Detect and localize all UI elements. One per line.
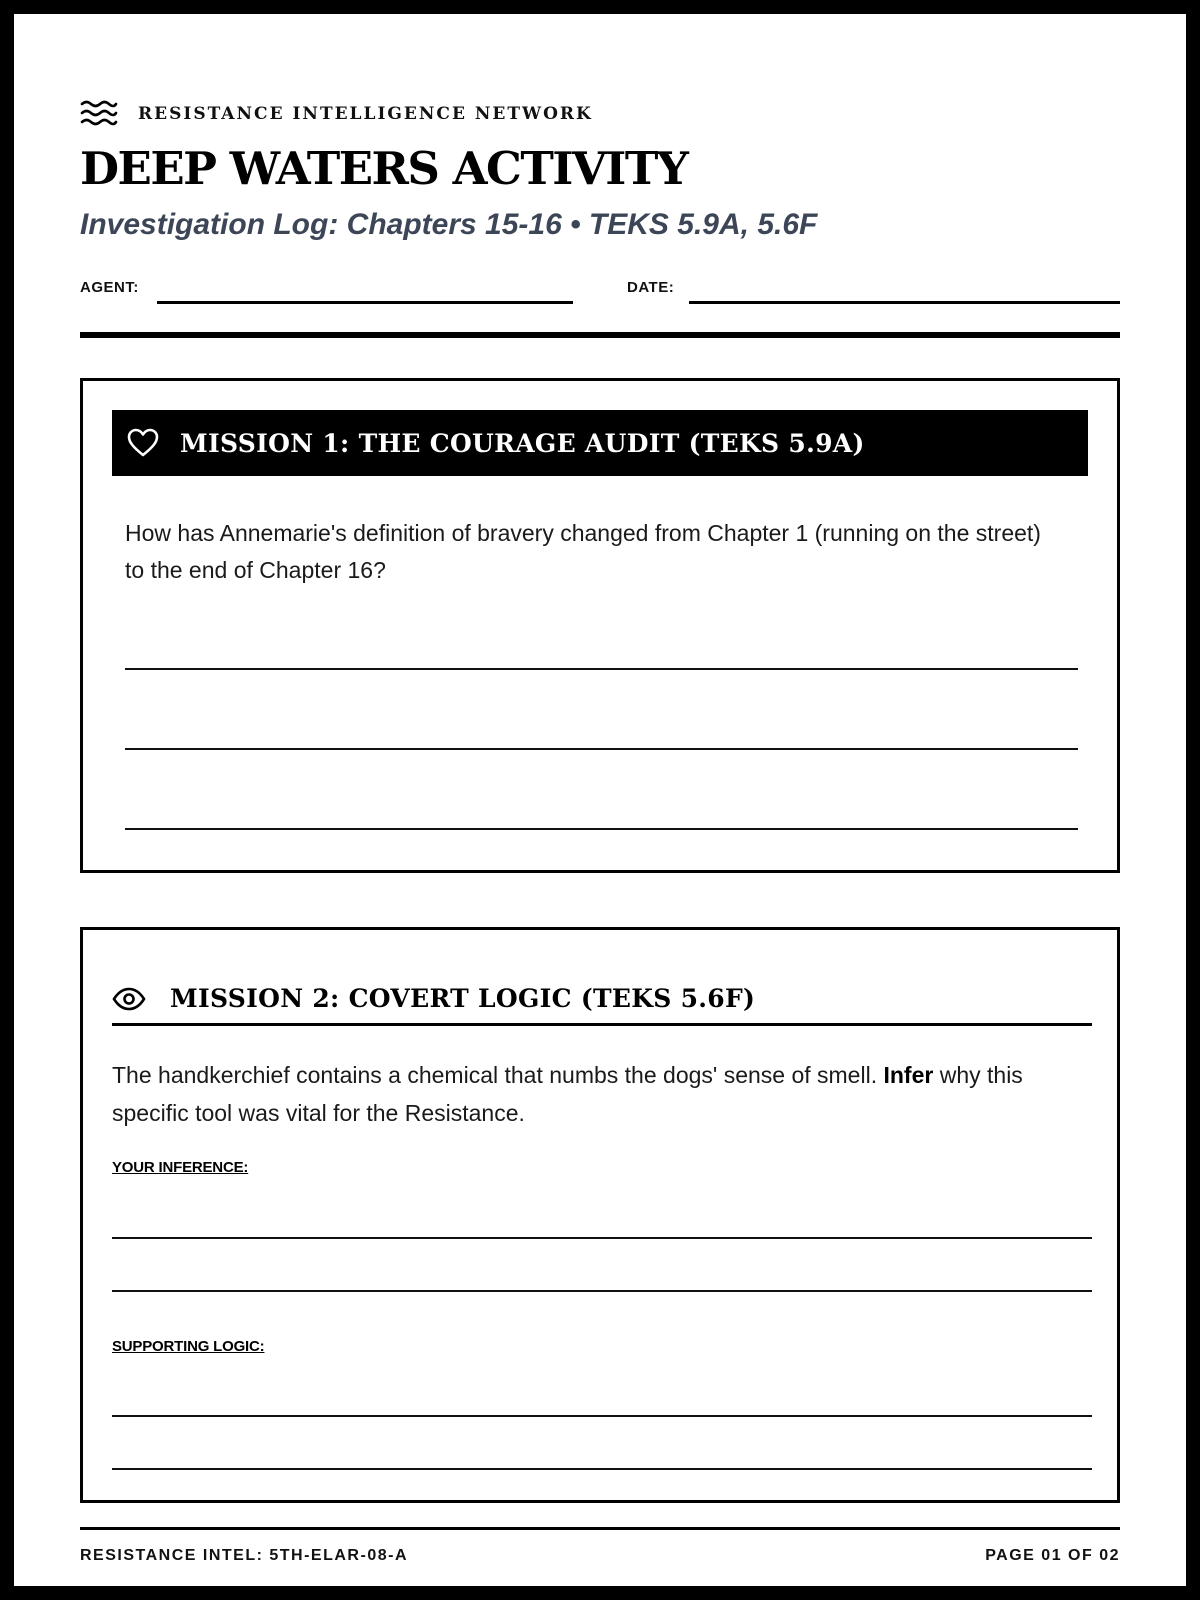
answer-line[interactable] <box>125 748 1078 750</box>
worksheet-page <box>14 14 1186 1586</box>
answer-line[interactable] <box>125 828 1078 830</box>
footer-code: RESISTANCE INTEL: 5TH-ELAR-08-A <box>80 1547 408 1564</box>
mission-2-header <box>112 974 1092 1026</box>
mission-1-card <box>80 378 1120 873</box>
mission-2-title: MISSION 2: COVERT LOGIC (TEKS 5.6F) <box>170 984 756 1013</box>
logic-line[interactable] <box>112 1468 1092 1470</box>
heart-icon <box>126 426 160 460</box>
page-title: DEEP WATERS ACTIVITY <box>80 142 688 195</box>
mission-1-title: MISSION 1: THE COURAGE AUDIT (TEKS 5.9A) <box>180 428 865 458</box>
agent-field[interactable] <box>157 301 573 304</box>
inference-label: YOUR INFERENCE: <box>112 1159 249 1176</box>
prompt-emphasis: Infer <box>883 1062 934 1088</box>
mission-2-card <box>80 927 1120 1503</box>
footer-divider <box>80 1527 1120 1530</box>
mission-1-question: How has Annemarie's definition of bravery changed from Chapter 1 (running on the street) to the end of Chapter 16? <box>125 520 1041 583</box>
page-number: PAGE 01 OF 02 <box>985 1547 1120 1564</box>
prompt-text-end: why this specific tool was vital for the Resistance. <box>112 1062 1023 1126</box>
network-header <box>80 100 593 128</box>
answer-line[interactable] <box>125 668 1078 670</box>
header-divider <box>80 332 1120 338</box>
eye-icon <box>112 982 146 1016</box>
agent-label: AGENT: <box>80 279 139 296</box>
inference-line[interactable] <box>112 1237 1092 1239</box>
date-label: DATE: <box>627 279 675 296</box>
date-field[interactable] <box>689 301 1120 304</box>
logic-label: SUPPORTING LOGIC: <box>112 1338 265 1355</box>
network-name: RESISTANCE INTELLIGENCE NETWORK <box>138 104 593 124</box>
logic-line[interactable] <box>112 1415 1092 1417</box>
page-subtitle: Investigation Log: Chapters 15-16 • TEKS 5.9A, 5.6F <box>80 208 818 241</box>
prompt-text: The handkerchief contains a chemical that numbs the dogs' sense of smell. <box>112 1062 884 1088</box>
mission-1-header <box>112 410 1088 476</box>
waves-icon <box>80 100 118 128</box>
inference-line[interactable] <box>112 1290 1092 1292</box>
mission-2-prompt <box>112 1056 1072 1132</box>
